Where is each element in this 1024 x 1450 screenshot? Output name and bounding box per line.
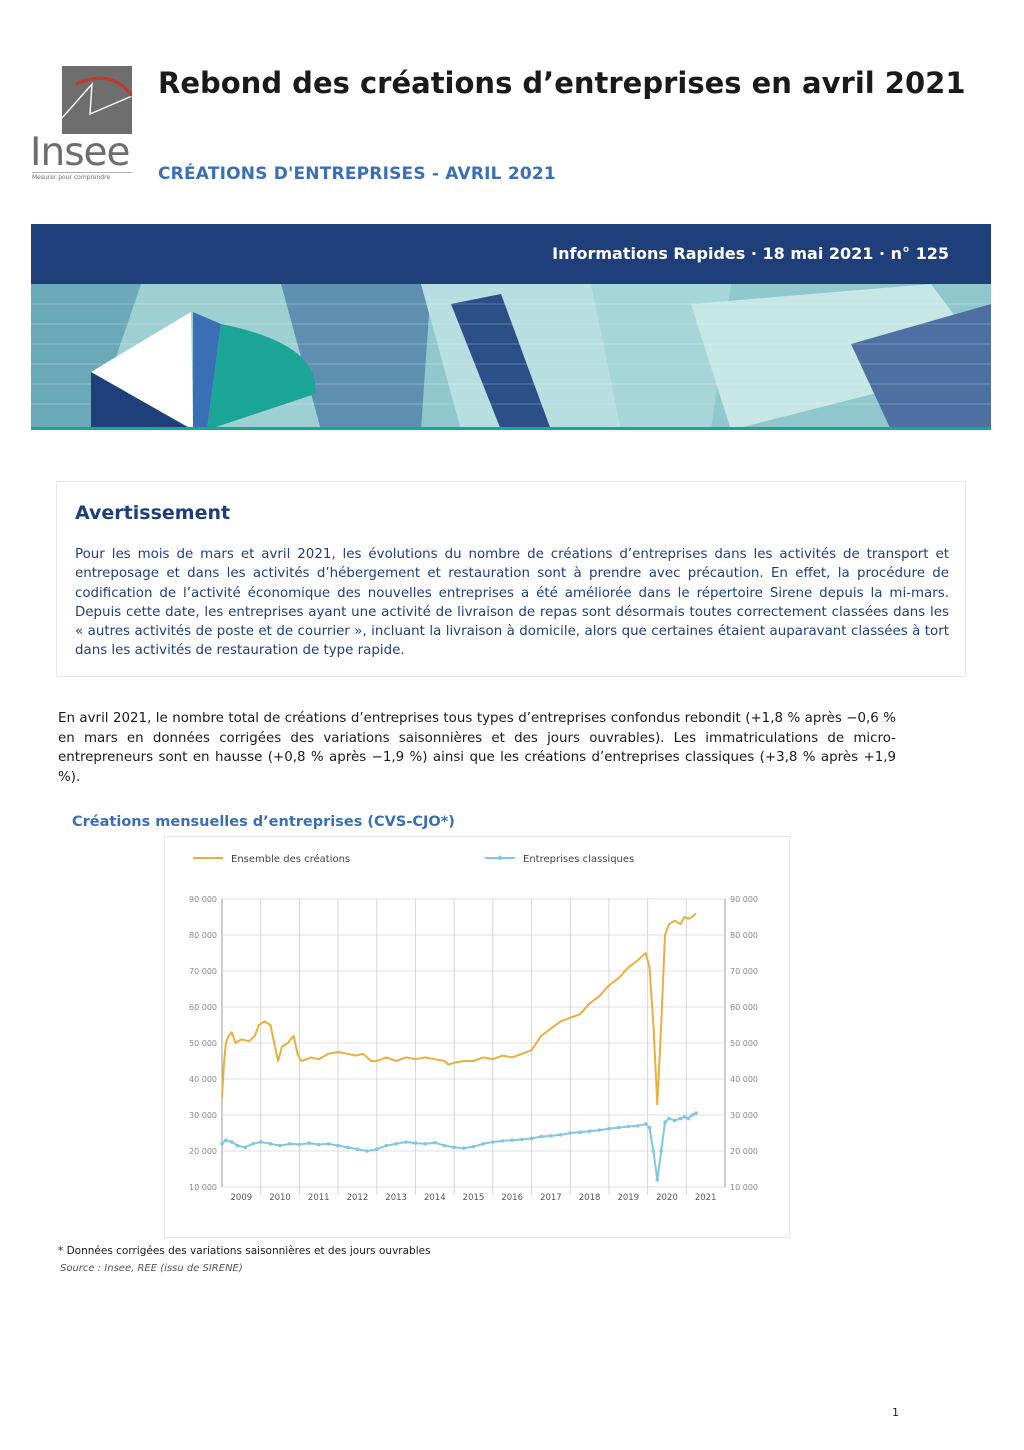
series-point <box>686 1117 690 1121</box>
x-tick-label: 2016 <box>501 1193 524 1203</box>
series-point <box>443 1144 447 1148</box>
y-tick-label-left: 90 000 <box>189 895 217 904</box>
series-point <box>520 1138 524 1142</box>
series-point <box>462 1146 466 1150</box>
logo-mark-icon <box>62 66 132 134</box>
series-point <box>346 1146 350 1150</box>
series-point <box>251 1142 255 1146</box>
series-point <box>224 1138 228 1142</box>
series-point <box>288 1142 292 1146</box>
logo-tagline: Mesurer pour comprendre <box>32 172 132 181</box>
series-point <box>679 1117 683 1121</box>
x-tick-label: 2019 <box>617 1193 640 1203</box>
series-point <box>327 1142 331 1146</box>
series-point <box>243 1146 247 1150</box>
page-number: 1 <box>892 1406 899 1419</box>
x-tick-label: 2013 <box>385 1193 407 1203</box>
series-point <box>549 1134 553 1138</box>
y-tick-label-left: 80 000 <box>189 931 217 940</box>
series-point <box>433 1141 437 1145</box>
series-point <box>663 1120 667 1124</box>
series-point <box>501 1139 505 1143</box>
warning-box <box>56 481 966 677</box>
series-point <box>597 1128 601 1132</box>
y-tick-label-left: 60 000 <box>189 1003 217 1012</box>
banner-bar <box>31 224 991 284</box>
x-tick-label: 2014 <box>423 1193 446 1203</box>
series-point <box>336 1144 340 1148</box>
series-point <box>278 1144 282 1148</box>
series-point <box>588 1129 592 1133</box>
y-tick-label-left: 20 000 <box>189 1147 217 1156</box>
x-tick-label: 2017 <box>540 1193 562 1203</box>
x-tick-label: 2009 <box>230 1193 253 1203</box>
series-point <box>607 1127 611 1131</box>
series-point <box>356 1147 360 1151</box>
legend-label: Ensemble des créations <box>231 854 351 865</box>
series-point <box>530 1137 534 1141</box>
series-point <box>423 1142 427 1146</box>
series-point <box>617 1126 621 1130</box>
y-tick-label-right: 90 000 <box>730 895 758 904</box>
y-tick-label-right: 20 000 <box>730 1147 758 1156</box>
x-tick-label: 2020 <box>656 1193 678 1203</box>
x-tick-label: 2018 <box>578 1193 601 1203</box>
x-tick-label: 2010 <box>269 1193 291 1203</box>
page-title: Rebond des créations d’entreprises en avril 2021 <box>158 66 966 100</box>
series-point <box>644 1122 648 1126</box>
y-tick-label-right: 30 000 <box>730 1111 758 1120</box>
series-point <box>683 1115 687 1119</box>
series-point <box>481 1142 485 1146</box>
y-tick-label-left: 40 000 <box>189 1075 217 1084</box>
series-point <box>491 1140 495 1144</box>
series-point <box>375 1147 379 1151</box>
footnote: * Données corrigées des variations saisonnières et des jours ouvrables <box>58 1245 431 1257</box>
y-tick-label-right: 80 000 <box>730 931 758 940</box>
chart-title: Créations mensuelles d’entreprises (CVS-CJO*) <box>72 814 455 830</box>
series-point <box>385 1144 389 1148</box>
series-point <box>667 1117 671 1121</box>
series-point <box>510 1138 514 1142</box>
series-point <box>220 1142 224 1146</box>
banner-info: Informations Rapides · 18 mai 2021 · n° 125 <box>552 244 949 263</box>
banner-image <box>31 284 991 430</box>
logo-text: Insee <box>30 130 130 175</box>
series-point <box>648 1126 652 1130</box>
warning-text: Pour les mois de mars et avril 2021, les évolutions du nombre de créations d’entreprises dans les activités de transport et entreposage et dans les activités d’hébergement et restauration sont à prendre avec précaution. En effet, la procédure de codification de l’activité économique des nouvelles entreprises a été améliorée dans le répertoire Sirene depuis la mi-mars. Depuis cette date, les entreprises ayant une activité de livraison de repas sont désormais toutes correctement classées dans les « autres activités de poste et de courrier », incluant la livraison à domicile, alors que certaines étaient auparavant classées à tort dans les activités de restauration de type rapide. <box>75 547 949 659</box>
series-point <box>690 1113 694 1117</box>
series-point <box>230 1140 234 1144</box>
chart <box>164 836 790 1238</box>
series-point <box>259 1140 263 1144</box>
series-point <box>652 1149 656 1153</box>
series-point <box>636 1124 640 1128</box>
y-tick-label-right: 70 000 <box>730 967 758 976</box>
series-point <box>568 1131 572 1135</box>
banner <box>31 224 991 430</box>
series-point <box>673 1119 677 1123</box>
legend-label: Entreprises classiques <box>523 854 635 865</box>
legend-marker <box>498 856 502 860</box>
series-point <box>655 1178 659 1182</box>
series-point <box>365 1149 369 1153</box>
y-tick-label-left: 50 000 <box>189 1039 217 1048</box>
x-tick-label: 2011 <box>307 1193 330 1203</box>
intro-paragraph: En avril 2021, le nombre total de créations d’entreprises tous types d’entreprises confondus rebondit (+1,8 % après −0,6 % en mars en données corrigées des variations saisonnières et des jours ouvrables). Les immatriculations de micro-entrepreneurs sont en hausse (+0,8 % après −1,9 %) ainsi que les créations d’entreprises classiques (+3,8 % après +1,9 %). <box>58 711 896 785</box>
series-point <box>269 1142 273 1146</box>
x-tick-label: 2021 <box>694 1193 717 1203</box>
series-point <box>317 1143 321 1147</box>
source-note: Source : Insee, REE (issu de SIRENE) <box>60 1263 243 1274</box>
y-tick-label-right: 60 000 <box>730 1003 758 1012</box>
y-tick-label-left: 30 000 <box>189 1111 217 1120</box>
series-point <box>236 1144 240 1148</box>
series-point <box>694 1111 698 1115</box>
y-tick-label-right: 50 000 <box>730 1039 758 1048</box>
series-point <box>452 1146 456 1150</box>
x-tick-label: 2012 <box>346 1193 369 1203</box>
y-tick-label-right: 10 000 <box>730 1183 758 1192</box>
series-point <box>404 1140 408 1144</box>
series-point <box>559 1133 563 1137</box>
y-tick-label-right: 40 000 <box>730 1075 758 1084</box>
insee-logo <box>30 66 136 184</box>
y-tick-label-left: 70 000 <box>189 967 217 976</box>
page-subtitle: CRÉATIONS D'ENTREPRISES - AVRIL 2021 <box>158 164 556 184</box>
series-point <box>578 1130 582 1134</box>
series-point <box>472 1145 476 1149</box>
chart-svg <box>165 837 791 1239</box>
series-point <box>298 1143 302 1147</box>
series-point <box>414 1141 418 1145</box>
series-point <box>626 1125 630 1129</box>
series-point <box>394 1142 398 1146</box>
series-point <box>307 1141 311 1145</box>
y-tick-label-left: 10 000 <box>189 1183 217 1192</box>
series-point <box>659 1149 663 1153</box>
warning-title: Avertissement <box>75 502 231 524</box>
x-tick-label: 2015 <box>462 1193 485 1203</box>
series-point <box>539 1135 543 1139</box>
